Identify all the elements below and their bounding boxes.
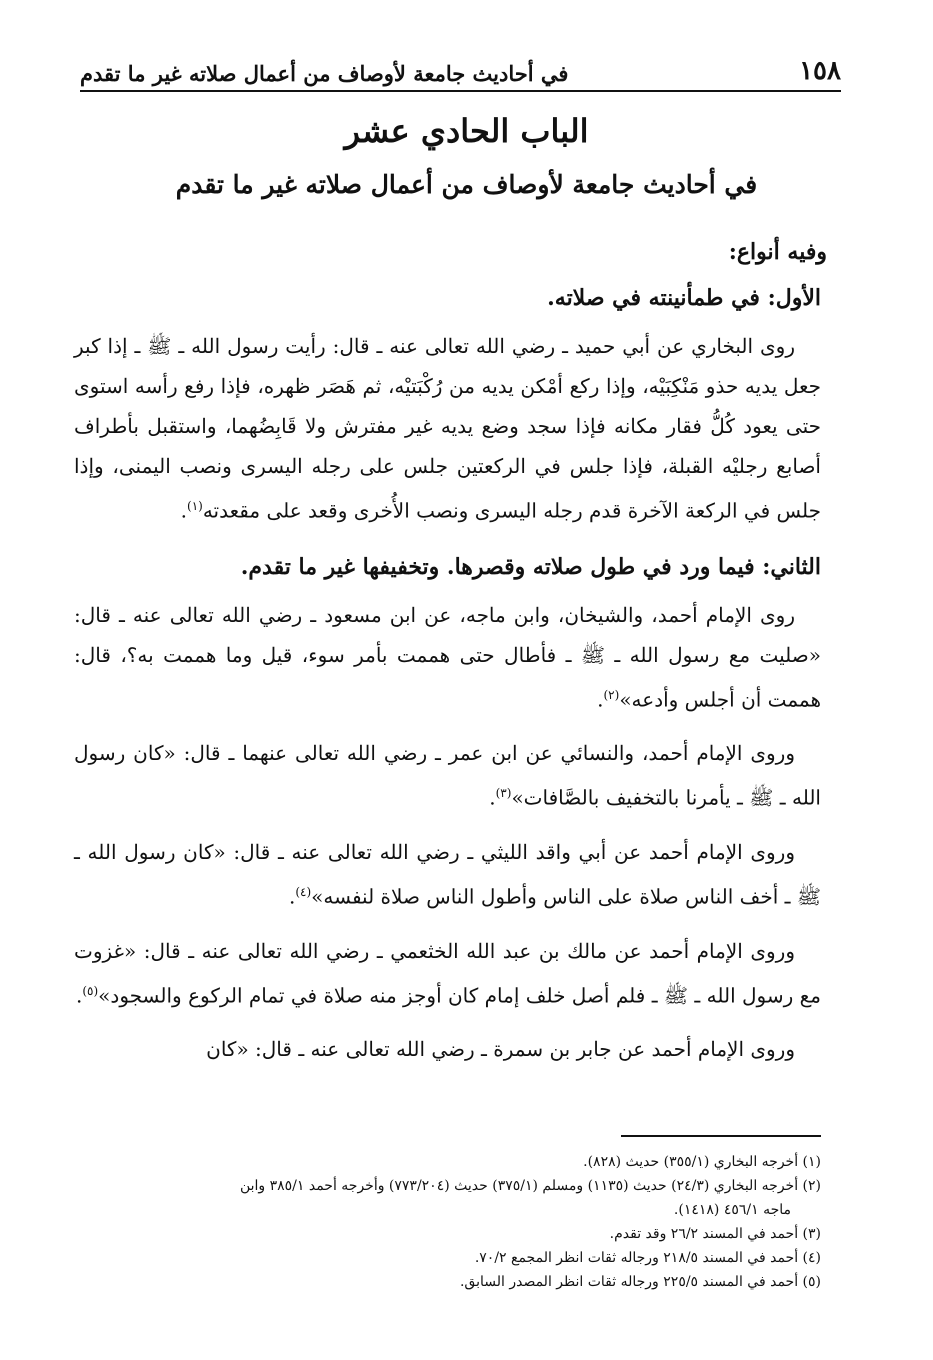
paragraph [74, 1029, 821, 1069]
footnote-ref: (٢) [603, 687, 620, 702]
footnote-text: (٣) أحمد في المسند ٢٦/٢ وقد تقدم. [609, 1226, 821, 1242]
paragraph-text: وروى الإمام أحمد عن مالك بن عبد الله الخثعمي ـ رضي الله تعالى عنه ـ قال: «غزوت مع رسول الله ـ ﷺ ـ فلم أصل خلف إمام كان أوجز منه صلاة في تمام الركوع والسجود» [74, 938, 821, 1008]
section-heading-1: الأول: في طمأنينته في صلاته. [547, 285, 821, 311]
footnote [74, 1222, 821, 1246]
page-number: ١٥٨ [799, 56, 841, 86]
running-header [80, 52, 841, 92]
footnotes [74, 1150, 821, 1294]
paragraph-text: وروى الإمام أحمد، والنسائي عن ابن عمر ـ رضي الله تعالى عنهما ـ قال: «كان رسول الله ـ ﷺ ـ يأمرنا بالتخفيف بالصَّافات» [74, 741, 821, 810]
footnote-text: (٤) أحمد في المسند ٢١٨/٥ ورجاله ثقات انظر المجمع ٧٠/٢. [474, 1250, 821, 1266]
paragraph: روى البخاري عن أبي حميد ـ رضي الله تعالى عنه ـ قال: رأيت رسول الله ـ ﷺ ـ إذا كبر جعل يديه حذو مَنْكِبَيْه، وإذا ركع أمْكن يديه من رُكْبَتيْه، ثم هَصَر ظهره، فإذا رفع رأسه استوى حتى يعود كُلُّ فقار مكانه فإذا سجد وضع يديه غير مفترش ولا قَابِضُهما، واستقبل بأطراف أصابع رجليْه القبلة، فإذا جلس في الركعتين جلس على رجله اليسرى ونصب اليمنى، وإذا جلس في الركعة الآخرة قدم رجله اليسرى ونصب الأُخرى وقعد على مقعدته$^{(١)}$. [74, 334, 821, 523]
paragraph-text: وروى الإمام أحمد عن جابر بن سمرة ـ رضي الله تعالى عنه ـ قال: «كان [206, 1037, 795, 1062]
footnote-continuation: ماجه ٤٥٦/١ (١٤١٨). [673, 1202, 791, 1218]
footnote-ref: (٤) [295, 884, 312, 899]
chapter-title: الباب الحادي عشر [344, 112, 589, 150]
footnote-text: (٥) أحمد في المسند ٢٢٥/٥ ورجاله ثقات انظر المصدر السابق. [459, 1274, 821, 1290]
footnote [74, 1246, 821, 1270]
footnote-text: (١) أخرجه البخاري (٣٥٥/١) حديث (٨٢٨). [583, 1154, 821, 1170]
footnote-ref: (٥) [82, 983, 99, 998]
paragraph-text: روى الإمام أحمد، والشيخان، وابن ماجه، عن ابن مسعود ـ رضي الله تعالى عنه ـ قال: «صليت مع رسول الله ـ ﷺ ـ فأطال حتى هممت بأمر سوء، قيل وما هممت به؟، قال: هممت أن أجلس وأدعه» [74, 602, 821, 712]
paragraph: روى الإمام أحمد، والشيخان، وابن ماجه، عن ابن مسعود ـ رضي الله تعالى عنه ـ قال: «صليت مع رسول الله ـ ﷺ ـ فأطال حتى هممت بأمر سوء، قيل وما هممت به؟، قال: هممت أن أجلس وأدعه»$^{(٢)}$. [74, 602, 821, 712]
footnote [74, 1270, 821, 1294]
paragraph: وروى الإمام أحمد، والنسائي عن ابن عمر ـ رضي الله تعالى عنهما ـ قال: «كان رسول الله ـ ﷺ ـ يأمرنا بالتخفيف بالصَّافات»$^{(٣)}$. [74, 741, 821, 810]
footnote-ref: (٣) [495, 786, 512, 801]
running-title: في أحاديث جامعة لأوصاف من أعمال صلاته غير ما تقدم [80, 61, 569, 86]
footnote-text: (٢) أخرجه البخاري (٢٤/٣) حديث (١١٣٥) ومسلم (٣٧٥/١) حديث (٧٧٣/٢٠٤) وأخرجه أحمد ٣٨٥/١ وابن [239, 1178, 821, 1194]
footnote [74, 1174, 821, 1222]
paragraph: وروى الإمام أحمد عن مالك بن عبد الله الخثعمي ـ رضي الله تعالى عنه ـ قال: «غزوت مع رسول الله ـ ﷺ ـ فلم أصل خلف إمام كان أوجز منه صلاة في تمام الركوع والسجود»$^{(٥)}$. [74, 938, 821, 1008]
chapter-subtitle: في أحاديث جامعة لأوصاف من أعمال صلاته غير ما تقدم [175, 170, 758, 199]
footnote-ref: (١) [187, 499, 203, 513]
footnote [74, 1150, 821, 1174]
paragraph: وروى الإمام أحمد عن أبي واقد الليثي ـ رضي الله تعالى عنه ـ قال: «كان رسول الله ـ ﷺ ـ أخف الناس صلاة على الناس وأطول الناس صلاة لنفسه»$^{(٤)}$. [74, 839, 821, 909]
body-text [74, 234, 827, 1069]
paragraph-text: روى البخاري عن أبي حميد ـ رضي الله تعالى عنه ـ قال: رأيت رسول الله ـ ﷺ ـ إذا كبر جعل يديه حذو مَنْكِبَيْه، وإذا ركع أمْكن يديه من رُكْبَتيْه، ثم هَصَر ظهره، فإذا رفع رأسه استوى حتى يعود كُلُّ فقار مكانه فإذا سجد وضع يديه غير مفترش ولا قَابِضُهما، واستقبل بأطراف أصابع رجليْه القبلة، فإذا جلس في الركعتين جلس على رجله اليسرى ونصب اليمنى، وإذا جلس في الركعة الآخرة قدم رجله اليسرى ونصب الأُخرى وقعد على مقعدته [74, 334, 821, 523]
intro-line: وفيه أنواع: [728, 239, 827, 265]
paragraph-text: وروى الإمام أحمد عن أبي واقد الليثي ـ رضي الله تعالى عنه ـ قال: «كان رسول الله ـ ﷺ ـ أخف الناس صلاة على الناس وأطول الناس صلاة لنفسه» [74, 839, 821, 909]
section-heading-2: الثاني: فيما ورد في طول صلاته وقصرها. وتخفيفها غير ما تقدم. [240, 553, 821, 580]
footnote-divider [621, 1135, 821, 1137]
